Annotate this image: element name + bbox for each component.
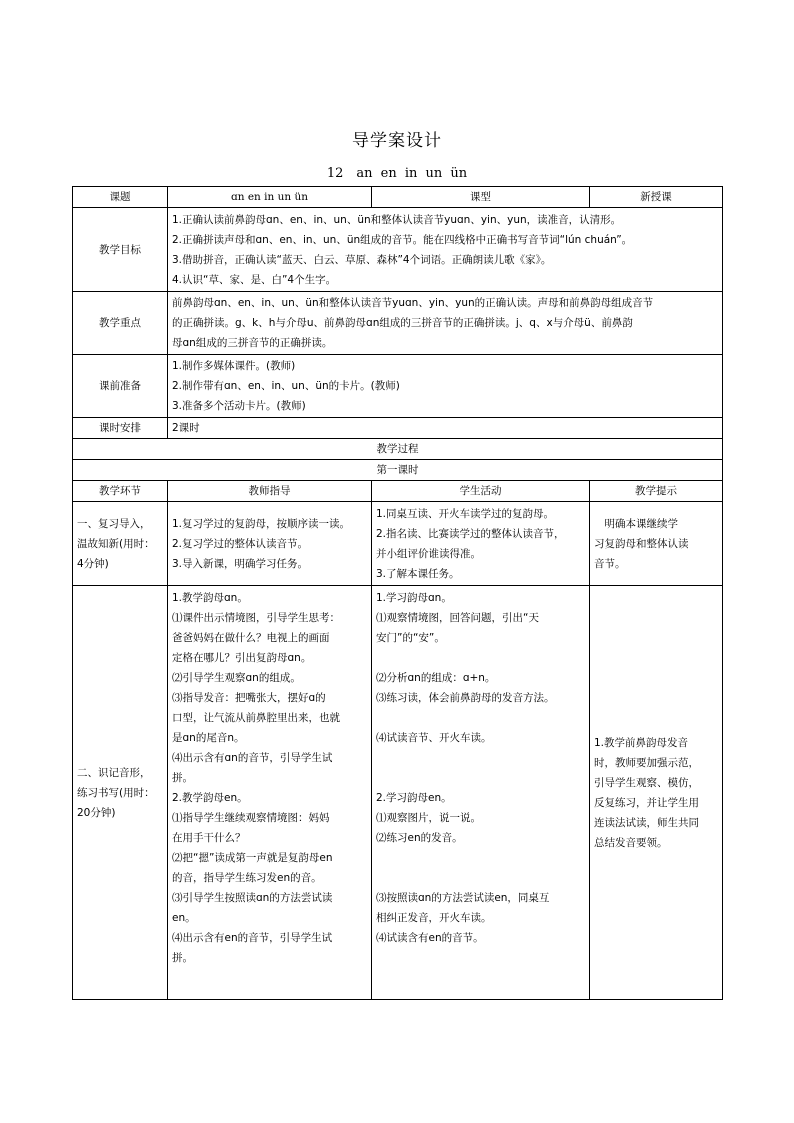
course-row: [73, 187, 723, 208]
time-value: 2课时: [168, 418, 723, 439]
student-line: 2.指名读、比赛读学过的整体认读音节，: [376, 527, 565, 540]
col-header-stage: 教学环节: [73, 481, 168, 502]
column-header-row: [73, 481, 723, 502]
spacer: [376, 648, 585, 668]
student-cell: [372, 586, 590, 1000]
student-line: ⑷试读音节、开火车读。: [376, 732, 492, 744]
lesson-row: [73, 460, 723, 481]
time-row: [73, 418, 723, 439]
student-line: ⑴观察图片，说一说。: [376, 812, 481, 824]
student-line: 安门”的“安”。: [376, 632, 445, 644]
teacher-line: 爸爸妈妈在做什么？电视上的画面: [172, 632, 330, 644]
teacher-cell: [168, 586, 372, 1000]
teacher-line: 3.导入新课，明确学习任务。: [172, 557, 309, 570]
stage-line: 温故知新(用时：: [77, 537, 155, 550]
lesson-label: 第一课时: [73, 460, 723, 481]
goals-content: [168, 208, 723, 292]
lesson-plan-table: [72, 186, 723, 1000]
teacher-line: 2.复习学过的整体认读音节。: [172, 537, 309, 550]
student-cell: [372, 502, 590, 586]
stage-line: 一、复习导入，: [77, 517, 151, 530]
student-line: 相纠正发音，开火车读。: [376, 912, 492, 924]
prep-row: [73, 355, 723, 418]
focus-line: 母ɑn组成的三拼音节的正确拼读。: [172, 337, 333, 349]
page-title: 导学案设计: [352, 131, 442, 151]
stage-row-recognize: [73, 586, 723, 1000]
tip-cell: [590, 586, 723, 1000]
teacher-line: 定格在哪儿？引出复韵母ɑn。: [172, 652, 312, 664]
teacher-line: 是ɑn的尾音n。: [172, 732, 245, 744]
teacher-line: 口型，让气流从前鼻腔里出来，也就: [172, 712, 340, 724]
tip-line: 音节。: [594, 557, 626, 570]
col-header-teacher: 教师指导: [168, 481, 372, 502]
process-header: 教学过程: [73, 439, 723, 460]
goal-item: 3.借助拼音，正确认读“蓝天、白云、草原、森林”4个词语。正确朗读儿歌《家》。: [172, 253, 552, 266]
teacher-line: 2.教学韵母en。: [172, 792, 248, 804]
stage-cell: [73, 586, 168, 1000]
goal-item: 4.认识“草、家、是、白”4个生字。: [172, 273, 337, 286]
teacher-line: 拼。: [172, 952, 193, 964]
teacher-line: ⑴课件出示情境图，引导学生思考：: [172, 612, 340, 624]
tip-cell: [590, 502, 723, 586]
tip-line: 时，教师要加强示范，: [594, 756, 699, 769]
student-line: ⑶练习读，体会前鼻韵母的发音方法。: [376, 692, 555, 704]
lesson-subtitle: 12 an en in un ün: [326, 166, 468, 181]
focus-content: [168, 292, 723, 355]
teacher-cell: [168, 502, 372, 586]
spacer: [376, 868, 585, 888]
tip-line: 习复韵母和整体认读: [594, 537, 689, 550]
prep-label: 课前准备: [73, 355, 168, 418]
col-header-student: 学生活动: [372, 481, 590, 502]
type-value: 新授课: [590, 187, 723, 208]
tip-line: 明确本课继续学: [594, 517, 678, 530]
stage-line: 练习书写(用时：: [77, 786, 155, 799]
teacher-line: ⑷出示含有en的音节，引导学生试: [172, 932, 333, 944]
goal-item: 1.正确认读前鼻韵母ɑn、en、in、un、ün和整体认读音节yuɑn、yin、yun，读准音，认清形。: [172, 213, 622, 226]
prep-item: 1.制作多媒体课件。(教师): [172, 360, 296, 372]
stage-row-review: [73, 502, 723, 586]
teacher-line: 1.复习学过的复韵母，按顺序读一读。: [172, 517, 351, 530]
teacher-line: 在用手干什么？: [172, 832, 246, 844]
student-line: ⑵练习en的发音。: [376, 832, 463, 844]
teacher-line: ⑴指导学生继续观察情境图：妈妈: [172, 812, 330, 824]
course-value: ɑn en in un ün: [168, 187, 372, 208]
goals-row: [73, 208, 723, 292]
spacer: [376, 748, 585, 768]
prep-content: [168, 355, 723, 418]
process-header-row: [73, 439, 723, 460]
stage-cell: [73, 502, 168, 586]
tip-line: 引导学生观察、模仿，: [594, 776, 699, 789]
teacher-line: ⑷出示含有ɑn的音节，引导学生试: [172, 752, 333, 764]
stage-line: 20分钟): [77, 806, 116, 819]
student-line: 3.了解本课任务。: [376, 567, 460, 580]
spacer: [376, 708, 585, 728]
teacher-line: ⑶引导学生按照读ɑn的方法尝试读: [172, 892, 333, 904]
focus-line: 的正确拼读。g、k、h与介母u、前鼻韵母ɑn组成的三拼音节的正确拼读。j、q、x与介母ü、前鼻韵: [172, 317, 633, 329]
stage-line: 4分钟): [77, 557, 109, 570]
stage-line: 二、识记音形，: [77, 766, 151, 779]
student-line: 1.同桌互读、开火车读学过的复韵母。: [376, 507, 555, 520]
prep-item: 2.制作带有ɑn、en、in、un、ün的卡片。(教师): [172, 380, 400, 392]
teacher-line: ⑵引导学生观察ɑn的组成。: [172, 672, 301, 684]
teacher-line: en。: [172, 912, 196, 924]
teacher-line: ⑶指导发音：把嘴张大，摆好ɑ的: [172, 692, 326, 704]
tip-line: 1.教学前鼻韵母发音: [594, 736, 689, 749]
tip-line: 反复练习，并让学生用: [594, 796, 699, 809]
spacer: [376, 768, 585, 788]
col-header-tip: 教学提示: [590, 481, 723, 502]
focus-row: [73, 292, 723, 355]
type-label: 课型: [372, 187, 590, 208]
student-line: ⑷试读含有en的音节。: [376, 932, 484, 944]
goal-item: 2.正确拼读声母和ɑn、en、in、un、ün组成的音节。能在四线格中正确书写音节词“lún chuán”。: [172, 233, 633, 246]
tip-line: 总结发音要领。: [594, 836, 668, 849]
teacher-line: 1.教学韵母ɑn。: [172, 592, 248, 604]
student-line: 2.学习韵母en。: [376, 792, 452, 804]
teacher-line: 的音，指导学生练习发en的音。: [172, 872, 322, 884]
prep-item: 3.准备多个活动卡片。(教师): [172, 400, 306, 412]
focus-line: 前鼻韵母ɑn、en、in、un、ün和整体认读音节yuɑn、yin、yun的正确认读。声母和前鼻韵母组成音节: [172, 297, 654, 309]
student-line: 1.学习韵母ɑn。: [376, 592, 452, 604]
focus-label: 教学重点: [73, 292, 168, 355]
teacher-line: ⑵把“摁”读成第一声就是复韵母en: [172, 852, 333, 864]
spacer: [376, 848, 585, 868]
goals-label: 教学目标: [73, 208, 168, 292]
student-line: ⑴观察情境图，回答问题，引出“天: [376, 612, 539, 624]
course-label: 课题: [73, 187, 168, 208]
student-line: 并小组评价谁读得准。: [376, 547, 481, 560]
student-line: ⑶按照读ɑn的方法尝试读en，同桌互: [376, 892, 550, 904]
student-line: ⑵分析ɑn的组成：ɑ+n。: [376, 672, 496, 684]
teacher-line: 拼。: [172, 772, 193, 784]
time-label: 课时安排: [73, 418, 168, 439]
tip-line: 连读法试读，师生共同: [594, 816, 699, 829]
